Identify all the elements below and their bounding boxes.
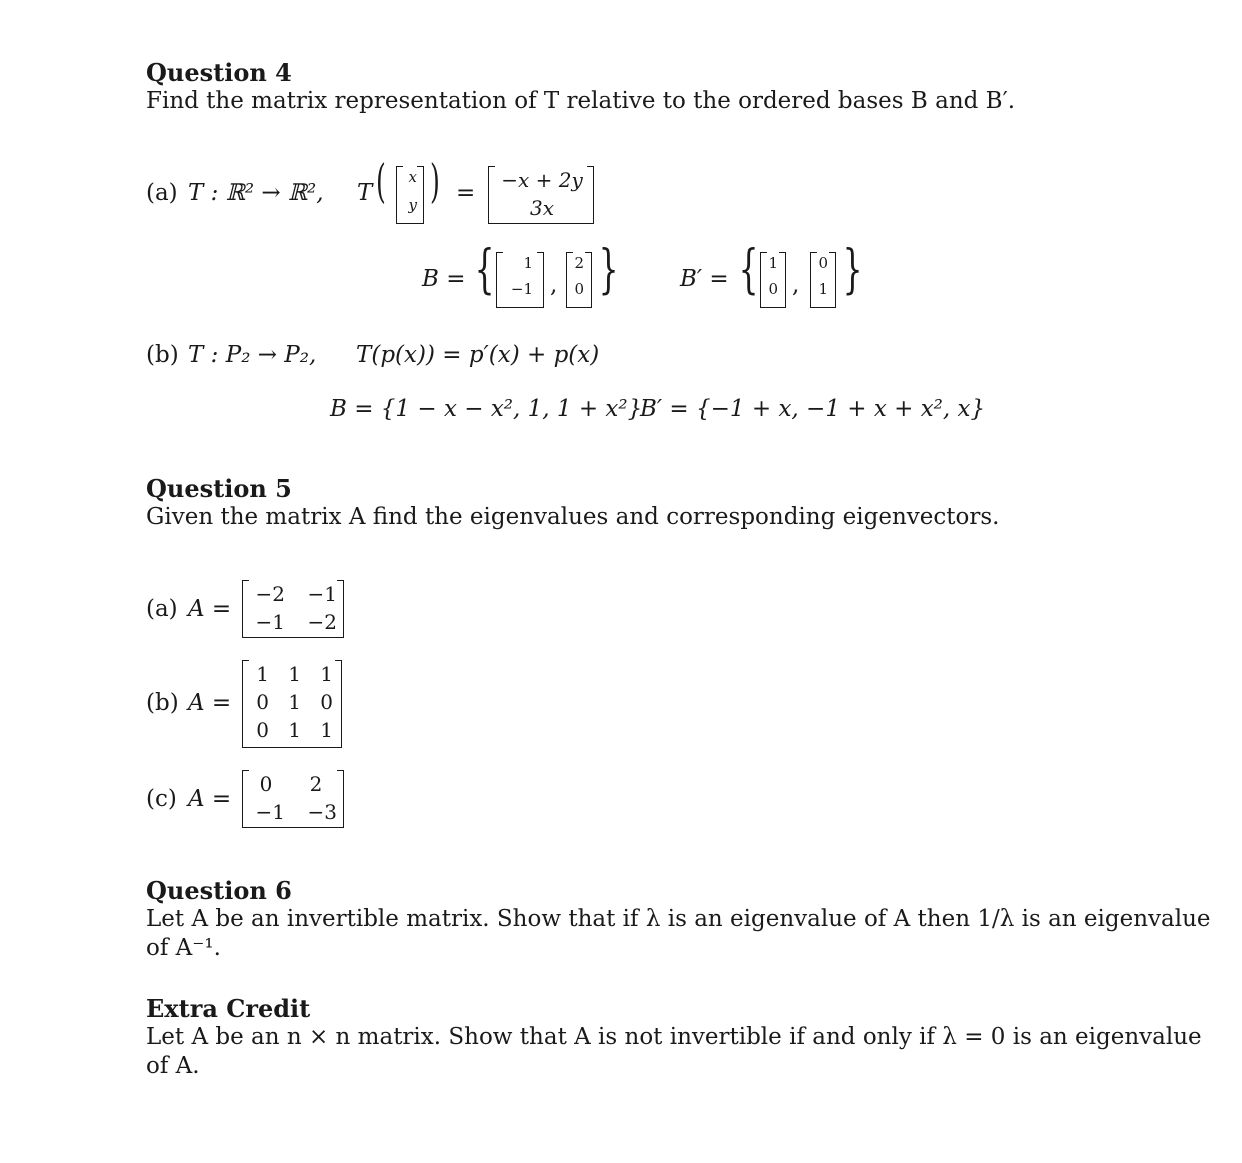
matrix-cell: 1: [320, 662, 333, 686]
matrix-cell: −x + 2y: [501, 168, 583, 192]
q5c-label: (c): [146, 786, 177, 812]
matrix-cell: 0: [259, 772, 273, 796]
matrix-cell: 1: [288, 718, 301, 742]
matrix-cell: 2: [574, 254, 584, 272]
matrix-cell: y: [408, 196, 417, 214]
extra-credit-line-2: of A.: [146, 1053, 200, 1079]
left-brace: {: [738, 240, 759, 300]
q4a-B-vector-2: [566, 252, 592, 308]
q5c-matrix: [242, 770, 344, 828]
q4a-map: T : ℝ² → ℝ²,: [188, 180, 324, 206]
q4a-Bprime-vector-2: [810, 252, 836, 308]
q5a-label: (a): [146, 596, 178, 622]
q4b-map: T : P₂ → P₂,: [188, 342, 317, 368]
matrix-cell: 0: [818, 254, 828, 272]
question-4-title: Question 4: [146, 58, 292, 87]
q5b-matrix: [242, 660, 342, 748]
matrix-cell: 1: [818, 280, 828, 298]
matrix-cell: 1: [768, 254, 778, 272]
q4a-input-vector: [396, 166, 424, 224]
matrix-cell: −2: [307, 610, 337, 634]
comma: ,: [792, 272, 800, 298]
matrix-cell: x: [408, 168, 417, 186]
left-paren: (: [376, 154, 386, 208]
q4a-label: (a): [146, 180, 178, 206]
q4b-B: B = {1 − x − x², 1, 1 + x²}: [330, 396, 643, 422]
q5b-label: (b): [146, 690, 179, 716]
extra-credit-title: Extra Credit: [146, 994, 311, 1023]
matrix-cell: 3x: [529, 196, 554, 220]
question-4-prompt: Find the matrix representation of T relative to the ordered bases B and B′.: [146, 88, 1016, 114]
left-brace: {: [474, 240, 495, 300]
matrix-cell: −1: [510, 280, 533, 298]
question-6-line-2: of A⁻¹.: [146, 935, 221, 961]
question-5-title: Question 5: [146, 474, 292, 503]
question-6-title: Question 6: [146, 876, 292, 905]
matrix-cell: 2: [309, 772, 323, 796]
matrix-cell: 1: [523, 254, 533, 272]
matrix-cell: 1: [288, 690, 301, 714]
q4a-Bprime-label: B′ =: [680, 266, 729, 292]
matrix-cell: −1: [255, 800, 285, 824]
question-5-prompt: Given the matrix A find the eigenvalues and corresponding eigenvectors.: [146, 504, 1000, 530]
q5c-lhs: A =: [188, 786, 232, 812]
matrix-cell: −1: [307, 582, 337, 606]
equals-sign: =: [456, 180, 476, 206]
matrix-cell: 0: [256, 718, 269, 742]
q4a-T: T: [357, 180, 373, 206]
q4b-Bprime: B′ = {−1 + x, −1 + x + x², x}: [640, 396, 986, 422]
q4b-label: (b): [146, 342, 179, 368]
matrix-cell: −3: [307, 800, 337, 824]
q4a-Bprime-vector-1: [760, 252, 786, 308]
q5a-lhs: A =: [188, 596, 232, 622]
matrix-cell: −2: [255, 582, 285, 606]
q5a-matrix: [242, 580, 344, 638]
q4b-rule: T(p(x)) = p′(x) + p(x): [356, 342, 600, 368]
comma: ,: [550, 272, 558, 298]
question-6-line-1: Let A be an invertible matrix. Show that if λ is an eigenvalue of A then 1/λ is an eigenvalue: [146, 906, 1211, 932]
matrix-cell: 1: [256, 662, 269, 686]
extra-credit-line-1: Let A be an n × n matrix. Show that A is not invertible if and only if λ = 0 is an eigenvalue: [146, 1024, 1202, 1050]
matrix-cell: 1: [320, 718, 333, 742]
q4a-B-vector-1: [496, 252, 544, 308]
q4a-B-label: B =: [422, 266, 466, 292]
matrix-cell: 1: [288, 662, 301, 686]
right-brace: }: [598, 240, 619, 300]
matrix-cell: 0: [320, 690, 333, 714]
matrix-cell: 0: [574, 280, 584, 298]
q4a-output-vector: [488, 166, 594, 224]
matrix-cell: −1: [255, 610, 285, 634]
right-brace: }: [842, 240, 863, 300]
matrix-cell: 0: [256, 690, 269, 714]
right-paren: ): [430, 154, 440, 208]
matrix-cell: 0: [768, 280, 778, 298]
q5b-lhs: A =: [188, 690, 232, 716]
